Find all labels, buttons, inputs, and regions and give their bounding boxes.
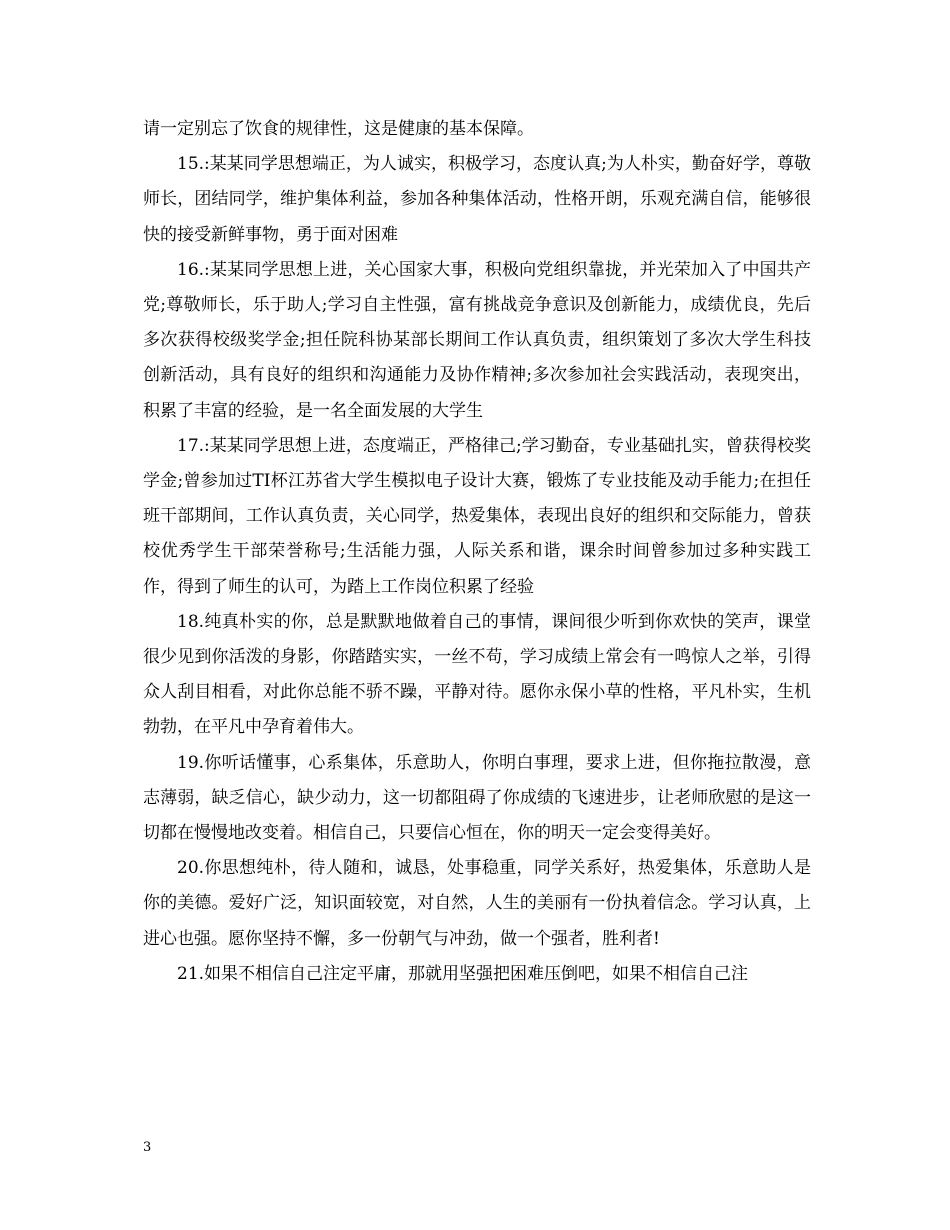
document-body [143, 112, 811, 992]
paragraph-item-18: 18.纯真朴实的你，总是默默地做着自己的事情，课间很少听到你欢快的笑声，课堂很少见到你活泼的身影，你踏踏实实，一丝不苟，学习成绩上常会有一鸣惊人之举，引得众人刮目相看，对此你总能不骄不躁，平静对待。愿你永保小草的性格，平凡朴实，生机勃勃，在平凡中孕育着伟大。 [143, 611, 811, 738]
paragraph-item-20: 20.你思想纯朴，待人随和，诚恳，处事稳重，同学关系好，热爱集体，乐意助人是你的美德。爱好广泛，知识面较宽，对自然，人生的美丽有一份执着信念。学习认真，上进心也强。愿你坚持不懈，多一份朝气与冲劲，做一个强者，胜利者! [143, 858, 811, 949]
paragraph-item-17: 17.:某某同学思想上进，态度端正，严格律己;学习勤奋，专业基础扎实，曾获得校奖学金;曾参加过TI杯江苏省大学生模拟电子设计大赛，锻炼了专业技能及动手能力;在担任班干部期间，工作认真负责，关心同学，热爱集体，表现出良好的组织和交际能力，曾获校优秀学生干部荣誉称号;生活能力强，人际关系和谐，课余时间曾参加过多种实践工作，得到了师生的认可，为踏上工作岗位积累了经验 [143, 435, 811, 597]
paragraph-item-15: 15.:某某同学思想端正，为人诚实，积极学习，态度认真;为人朴实，勤奋好学，尊敬师长，团结同学，维护集体利益，参加各种集体活动，性格开朗，乐观充满自信，能够很快的接受新鲜事物，勇于面对困难 [143, 154, 811, 245]
paragraph-item-19: 19.你听话懂事，心系集体，乐意助人，你明白事理，要求上进，但你拖拉散漫，意志薄弱，缺乏信心，缺少动力，这一切都阻碍了你成绩的飞速进步，让老师欣慰的是这一切都在慢慢地改变着。相信自己，只要信心恒在，你的明天一定会变得美好。 [143, 752, 811, 844]
paragraph-item-16: 16.:某某同学思想上进，关心国家大事，积极向党组织靠拢，并光荣加入了中国共产党;尊敬师长，乐于助人;学习自主性强，富有挑战竞争意识及创新能力，成绩优良，先后多次获得校级奖学金;担任院科协某部长期间工作认真负责，组织策划了多次大学生科技创新活动，具有良好的组织和沟通能力及协作精神;多次参加社会实践活动，表现突出，积累了丰富的经验，是一名全面发展的大学生 [143, 259, 811, 421]
paragraph-continuation: 请一定别忘了饮食的规律性，这是健康的基本保障。 [143, 119, 534, 139]
paragraph-item-21: 21.如果不相信自己注定平庸，那就用坚强把困难压倒吧，如果不相信自己注 [177, 963, 749, 984]
page-number: 3 [143, 1140, 152, 1155]
